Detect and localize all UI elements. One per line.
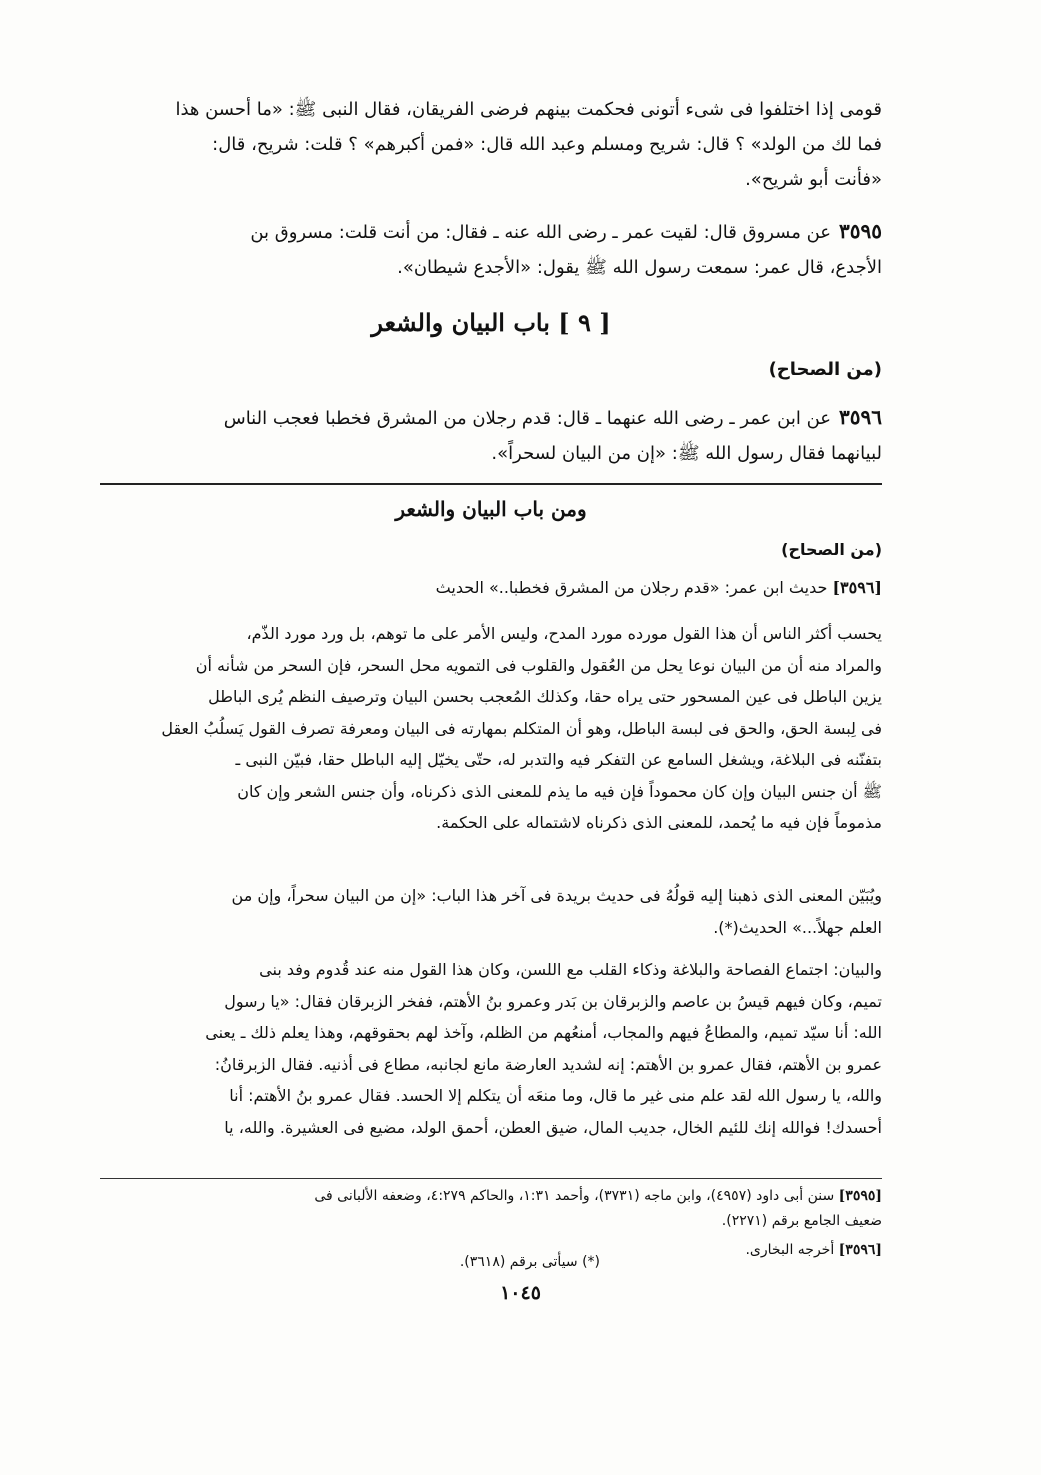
top-paragraph xyxy=(100,92,882,197)
text-line: فى لِبسة الحق، والحق فى لبسة الباطل، وهو أن المتكلم بمهارته فى البيان ومعرفة تصرف القول يَسلُبُ العقل xyxy=(161,718,882,738)
hadith-text: عن ابن عمر ـ رضى الله عنهما ـ قال: قدم رجلان من المشرق فخطبا فعجب الناس xyxy=(223,408,832,429)
footnote-text: سنن أبى داود (٤٩٥٧)، وابن ماجه (٣٧٣١)، وأحمد ١:٣١، والحاكم ٤:٢٧٩، وضعفه الألبانى فى xyxy=(314,1188,835,1204)
text-line: عمرو بن الأهتم، فقال عمرو بن الأهتم: إنه لشديد العارضة مانع لجانبه، مطاع فى أذنيه. فقال الزبرقانُ: xyxy=(214,1054,882,1074)
chapter-heading: [ ٩ ] باب البيان والشعر xyxy=(371,308,611,337)
text-line: تميم، وكان فيهم قيسُ بن عاصم والزبرقان بن بَدر وعمرو بنُ الأهتم، ففخر الزبرقان فقال: «يا رسول xyxy=(224,991,882,1011)
text-line: فما لك من الولد» ؟ قال: شريح ومسلم وعبد الله قال: «فمن أكبرهم» ؟ قلت: شريح، قال: xyxy=(212,134,882,155)
commentary-heading: ومن باب البيان والشعر xyxy=(395,497,587,521)
commentary-reference xyxy=(100,572,882,604)
section-label: (من الصحاح) xyxy=(768,359,882,380)
section-label: (من الصحاح) xyxy=(781,540,882,559)
text-line: يزين الباطل فى عين المسحور حتى يراه حقا، وكذلك المُعجب بحسن البيان وترصيف النظم يُرى الباطل xyxy=(208,687,882,706)
footnote-text: أخرجه البخارى. xyxy=(745,1242,835,1258)
footnote-text: (*) سيأتى برقم (٣٦١٨). xyxy=(459,1254,600,1270)
text-line: ﷺ أن جنس البيان وإن كان محموداً فإن فيه ما يذم للمعنى الذى ذكرناه، وأن جنس الشعر وإن كان xyxy=(237,781,882,801)
reference-text: حديث ابن عمر: «قدم رجلان من المشرق فخطبا..» الحديث xyxy=(435,578,828,597)
text-line: «فأنت أبو شريح». xyxy=(745,169,882,190)
hadith-number: ٣٥٩٥ xyxy=(839,219,882,243)
text-line: والمراد منه أن من البيان نوعا يحل من العُقول والقلوب فى التمويه محل السحر، فإن السحر من شأنه أن xyxy=(195,655,882,675)
text-line: لبيانهما فقال رسول الله ﷺ: «إن من البيان لسحراً». xyxy=(491,443,882,464)
section-divider xyxy=(100,483,882,485)
footnote-number: [٣٥٩٥] xyxy=(838,1188,882,1204)
text-line: ضعيف الجامع برقم (٢٢٧١). xyxy=(721,1213,882,1229)
text-line xyxy=(100,214,882,250)
hadith-text: عن مسروق قال: لقيت عمر ـ رضى الله عنه ـ فقال: من أنت قلت: مسروق بن xyxy=(250,222,832,243)
footnote-number: [٣٥٩٦] xyxy=(838,1242,882,1258)
page-number: ١٠٤٥ xyxy=(500,1282,541,1304)
hadith-3596 xyxy=(100,400,882,471)
text-line: أحسدك! فوالله إنك للئيم الخال، جديب المال، ضيق العطن، أحمق الولد، مضيع فى العشيرة. والله، يا xyxy=(224,1117,882,1137)
hadith-3595 xyxy=(100,214,882,285)
footnote-3595 xyxy=(100,1184,882,1234)
text-line xyxy=(100,572,882,604)
text-line: العلم جهلاً...» الحديث(*). xyxy=(713,917,882,937)
commentary-paragraph xyxy=(100,880,882,943)
commentary-paragraph xyxy=(100,618,882,839)
text-line: الأجدع، قال عمر: سمعت رسول الله ﷺ يقول: «الأجدع شيطان». xyxy=(397,257,882,278)
text-line: يحسب أكثر الناس أن هذا القول مورده مورد المدح، وليس الأمر على ما توهم، بل ورد مورد الذّم، xyxy=(246,624,882,643)
text-line: ويُبَيّن المعنى الذى ذهبنا إليه قولُهُ فى حديث بريدة فى آخر هذا الباب: «إن من البيان سحراً، وإن من xyxy=(231,886,882,905)
text-line: والله، يا رسول الله لقد علم منى غير ما قال، وما منعَه أن يتكلم إلا الحسد. فقال عمرو بنُ الأهتم: أنا xyxy=(229,1086,882,1105)
footnote-divider xyxy=(100,1178,882,1179)
text-line xyxy=(100,400,882,436)
reference-number: [٣٥٩٦] xyxy=(832,578,882,597)
text-line: والبيان: اجتماع الفصاحة والبلاغة وذكاء القلب مع اللسن، وكان هذا القول منه عند قُدوم وفد بنى xyxy=(259,960,882,979)
text-line xyxy=(100,1184,882,1209)
text-line: مذموماً فإن فيه ما يُحمد، للمعنى الذى ذكرناه لاشتماله على الحكمة. xyxy=(436,813,882,832)
commentary-paragraph xyxy=(100,954,882,1143)
footnote-cross-reference xyxy=(100,1250,600,1275)
text-line: بتفنّنه فى البلاغة، ويشغل السامع عن التفكر فيه والتدبر له، حتّى يخيّل إليه الباطل حقا، فبيّن النبى ـ xyxy=(235,750,882,769)
text-line: الله: أنا سيّد تميم، والمطاعُ فيهم والمجاب، أمنعُهم من الظلم، وآخذ لهم بحقوقهم، وهذا يعلم ذلك ـ يعنى xyxy=(205,1023,882,1042)
text-line: قومى إذا اختلفوا فى شىء أتونى فحكمت بينهم فرضى الفريقان، فقال النبى ﷺ: «ما أحسن هذا xyxy=(175,99,882,120)
hadith-number: ٣٥٩٦ xyxy=(839,405,882,429)
